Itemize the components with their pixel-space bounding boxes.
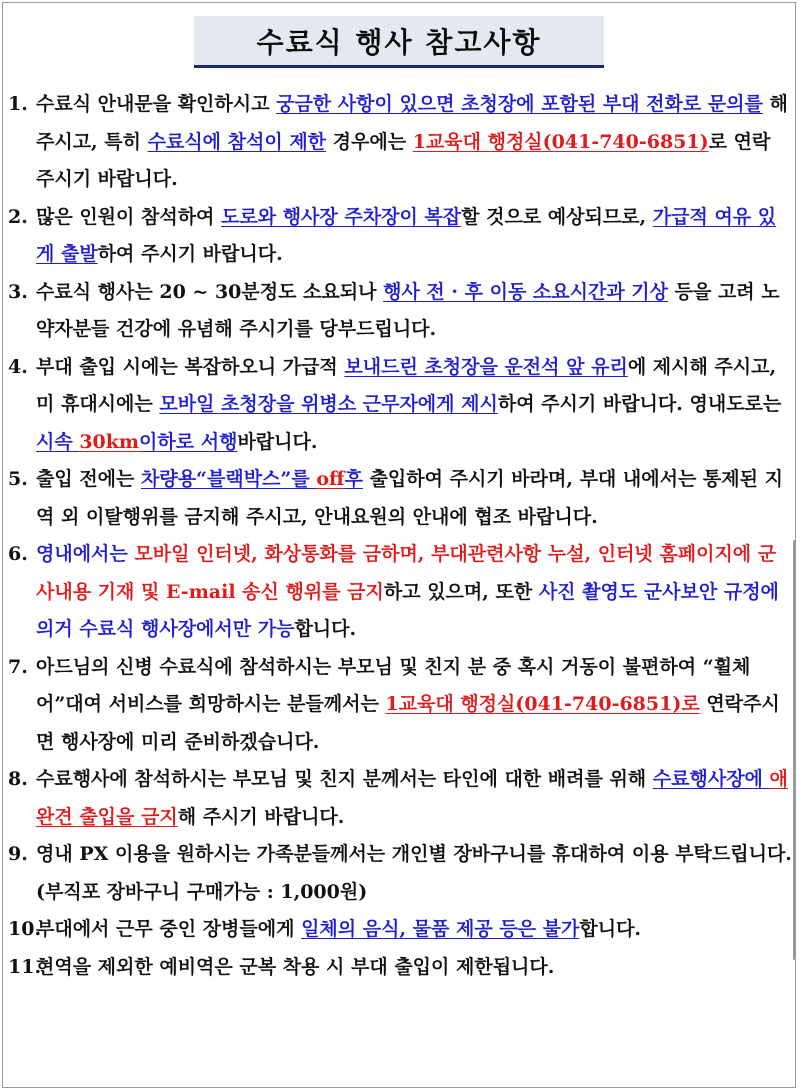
highlight-blue: 수료행사장에 (652, 768, 770, 790)
highlight-blue: 가급적 여유 있게 출발 (36, 205, 777, 265)
highlight-red: 1교육대 행정실(041-740-6851)로 (385, 693, 700, 715)
item-text: 출입 전에는 (36, 468, 141, 490)
highlight-blue: 행사 전 · 후 이동 소요시간과 기상 (383, 280, 668, 303)
highlight-blue: 이하로 서행 (139, 430, 238, 453)
item-text: 부대 출입 시에는 복잡하오니 가급적 (36, 355, 345, 378)
page-title: 수료식 행사 참고사항 (256, 25, 542, 59)
list-item-4 (8, 349, 792, 462)
highlight-blue: 모바일 초청장을 위병소 근무자에게 제시 (159, 393, 498, 415)
item-text: 합니다. (579, 918, 642, 940)
item-text: 부대에서 근무 중인 장병들에게 (36, 918, 302, 940)
highlight-red: 30km (79, 430, 140, 453)
item-number: 3. (8, 280, 28, 303)
item-text: 할 것으로 예상되므로, (461, 205, 653, 228)
item-number: 10. (8, 918, 42, 940)
item-text: 합니다. (294, 618, 357, 640)
highlight-red: 모바일 인터넷, 화상통화를 금하며, 부대관련사항 누설, 인터넷 홈페이지에 군사내용 기재 및 E-mail 송신 행위를 금지 (36, 543, 777, 603)
list-item-7 (8, 649, 792, 762)
highlight-blue: 수료식에 참석이 제한 (147, 130, 327, 153)
item-number: 2. (8, 205, 28, 228)
item-text: 하고 있으며, 또한 (383, 580, 539, 603)
item-text: 연락주시면 행사장에 미리 준비하겠습니다. (36, 693, 780, 753)
highlight-blue: 보내드린 초청장을 운전석 앞 유리 (344, 355, 628, 378)
item-text: 에 제시해 주시고, 미 휴대시에는 (36, 355, 777, 415)
list-item-8 (8, 761, 792, 836)
item-number: 5. (8, 468, 28, 490)
highlight-blue: 영내에서는 (36, 543, 135, 565)
item-text: 로 연락 주시기 바랍니다. (36, 130, 771, 190)
list-item-11 (8, 949, 792, 987)
highlight-blue: 궁금한 사항이 있으면 초청장에 포함된 부대 전화로 문의를 (276, 93, 763, 115)
highlight-blue: 도로와 행사장 주차장이 복잡 (221, 205, 462, 228)
notice-list (8, 86, 792, 986)
item-text: 수료식 행사는 20 ~ 30분정도 소요되나 (36, 280, 384, 303)
item-text: 아드님의 신병 수료식에 참석하시는 부모님 및 친지 분 중 혹시 거동이 불편하여 “휠체어”대여 서비스를 희망하시는 분들께서는 (36, 655, 751, 715)
list-item-3 (8, 274, 792, 349)
item-text: 하여 주시기 바랍니다. (97, 243, 283, 265)
list-item-2 (8, 199, 792, 274)
item-number: 7. (8, 655, 28, 678)
title-bar (194, 16, 604, 68)
highlight-blue: 사진 촬영도 군사보안 규정에 의거 수료식 행사장에서만 가능 (36, 580, 779, 640)
highlight-red: 1교육대 행정실(041-740-6851) (412, 130, 709, 153)
list-item-6 (8, 536, 792, 649)
item-text: 많은 인원이 참석하여 (36, 205, 222, 228)
item-number: 4. (8, 355, 28, 378)
highlight-blue: 시속 (36, 430, 80, 453)
item-number: 6. (8, 543, 28, 565)
highlight-red: off (316, 468, 345, 490)
item-text: 바랍니다. (237, 430, 318, 453)
highlight-blue: 후 (344, 468, 363, 490)
item-text: 영내 PX 이용을 원하시는 가족분들께서는 개인별 장바구니를 휴대하여 이용 부탁드립니다.(부직포 장바구니 구매가능 : 1,000원) (36, 843, 792, 903)
list-item-5 (8, 461, 792, 536)
item-text: 해주시고, 특히 (36, 93, 788, 153)
item-text: 경우에는 (326, 130, 413, 153)
item-number: 9. (8, 843, 28, 865)
item-number: 11. (8, 955, 42, 978)
scrollbar[interactable] (793, 540, 796, 960)
item-number: 1. (8, 93, 28, 115)
item-text: 수료식 안내문을 확인하시고 (36, 93, 277, 115)
item-text: 해 주시기 바랍니다. (177, 805, 345, 828)
item-text: 출입하여 주시기 바라며, 부대 내에서는 통제된 지역 외 이탈행위를 금지해 주시고, 안내요원의 안내에 협조 바랍니다. (36, 468, 783, 528)
item-text: 현역을 제외한 예비역은 군복 착용 시 부대 출입이 제한됩니다. (36, 955, 555, 978)
highlight-red: 애완견 출입을 금지 (36, 768, 788, 828)
item-text: 수료행사에 참석하시는 부모님 및 친지 분께서는 타인에 대한 배려를 위해 (36, 768, 653, 790)
highlight-blue: 일체의 음식, 물품 제공 등은 불가 (301, 918, 580, 940)
item-text: 등을 고려 노약자분들 건강에 유념해 주시기를 당부드립니다. (36, 280, 780, 340)
list-item-1 (8, 86, 792, 199)
list-item-9 (8, 836, 792, 911)
item-number: 8. (8, 768, 28, 790)
item-text: 하여 주시기 바랍니다. 영내도로는 (497, 393, 782, 415)
list-item-10 (8, 911, 792, 949)
highlight-blue: 차량용“블랙박스”를 (141, 468, 317, 490)
